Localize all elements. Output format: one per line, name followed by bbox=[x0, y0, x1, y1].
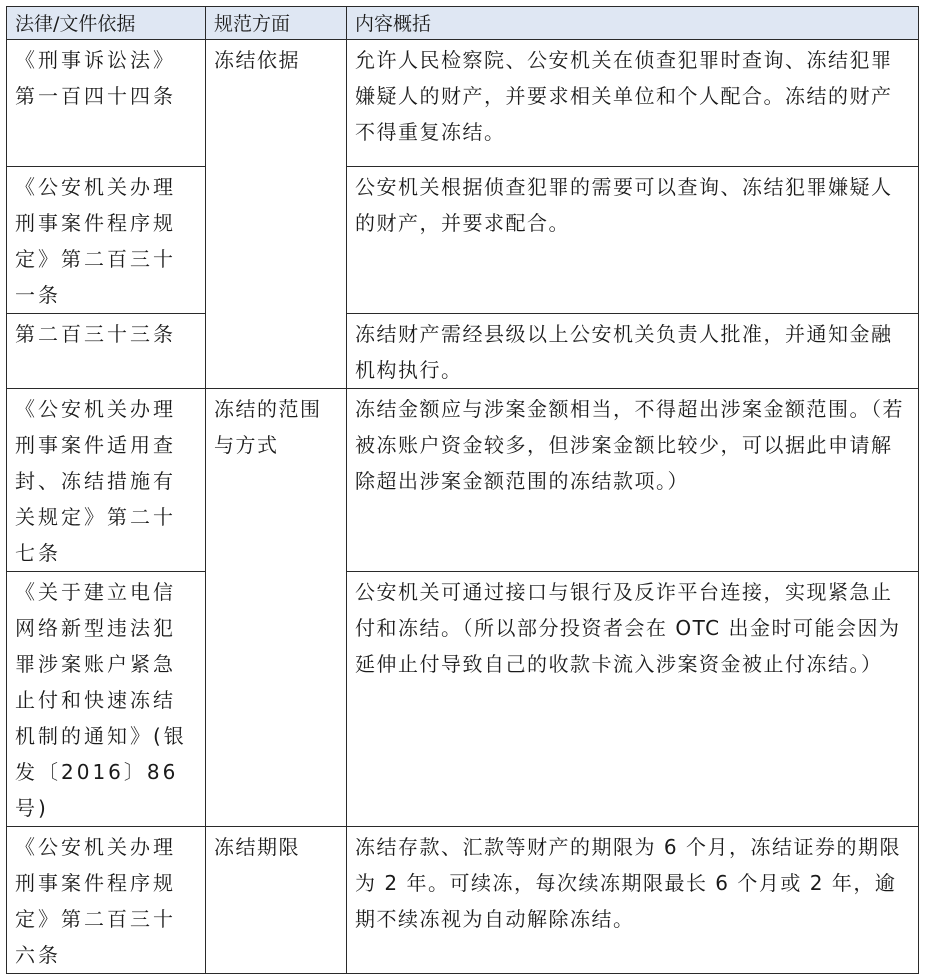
row-summary: 公安机关可通过接口与银行及反诈平台连接，实现紧急止付和冻结。（所以部分投资者会在 OTC 出金时可能会因为延伸止付导致自己的收款卡流入涉案资金被止付冻结。） bbox=[347, 572, 919, 827]
row-summary: 冻结财产需经县级以上公安机关负责人批准，并通知金融机构执行。 bbox=[347, 314, 919, 389]
row-summary: 允许人民检察院、公安机关在侦查犯罪时查询、冻结犯罪嫌疑人的财产，并要求相关单位和个人配合。冻结的财产不得重复冻结。 bbox=[347, 40, 919, 167]
law-table-container bbox=[6, 6, 918, 974]
table-row bbox=[7, 827, 919, 974]
table-header-row bbox=[7, 7, 919, 40]
row-source: 《公安机关办理刑事案件程序规定》第二百三十六条 bbox=[7, 827, 206, 974]
row-source: 《刑事诉讼法》第一百四十四条 bbox=[7, 40, 206, 167]
row-aspect: 冻结的范围与方式 bbox=[206, 389, 347, 827]
table-row bbox=[7, 167, 919, 314]
row-summary: 冻结存款、汇款等财产的期限为 6 个月，冻结证券的期限为 2 年。可续冻，每次续冻期限最长 6 个月或 2 年，逾期不续冻视为自动解除冻结。 bbox=[347, 827, 919, 974]
header-summary: 内容概括 bbox=[347, 7, 919, 40]
row-summary: 冻结金额应与涉案金额相当，不得超出涉案金额范围。（若被冻账户资金较多，但涉案金额比较少，可以据此申请解除超出涉案金额范围的冻结款项。） bbox=[347, 389, 919, 572]
row-source: 《关于建立电信网络新型违法犯罪涉案账户紧急止付和快速冻结机制的通知》(银发〔2016〕86号) bbox=[7, 572, 206, 827]
header-aspect: 规范方面 bbox=[206, 7, 347, 40]
row-source: 《公安机关办理刑事案件适用查封、冻结措施有关规定》第二十七条 bbox=[7, 389, 206, 572]
row-source: 第二百三十三条 bbox=[7, 314, 206, 389]
header-source: 法律/文件依据 bbox=[7, 7, 206, 40]
row-aspect: 冻结期限 bbox=[206, 827, 347, 974]
law-table bbox=[6, 6, 919, 974]
table-row bbox=[7, 389, 919, 572]
row-aspect: 冻结依据 bbox=[206, 40, 347, 389]
table-row bbox=[7, 572, 919, 827]
table-row bbox=[7, 40, 919, 167]
table-row bbox=[7, 314, 919, 389]
row-summary: 公安机关根据侦查犯罪的需要可以查询、冻结犯罪嫌疑人的财产，并要求配合。 bbox=[347, 167, 919, 314]
row-source: 《公安机关办理刑事案件程序规定》第二百三十一条 bbox=[7, 167, 206, 314]
